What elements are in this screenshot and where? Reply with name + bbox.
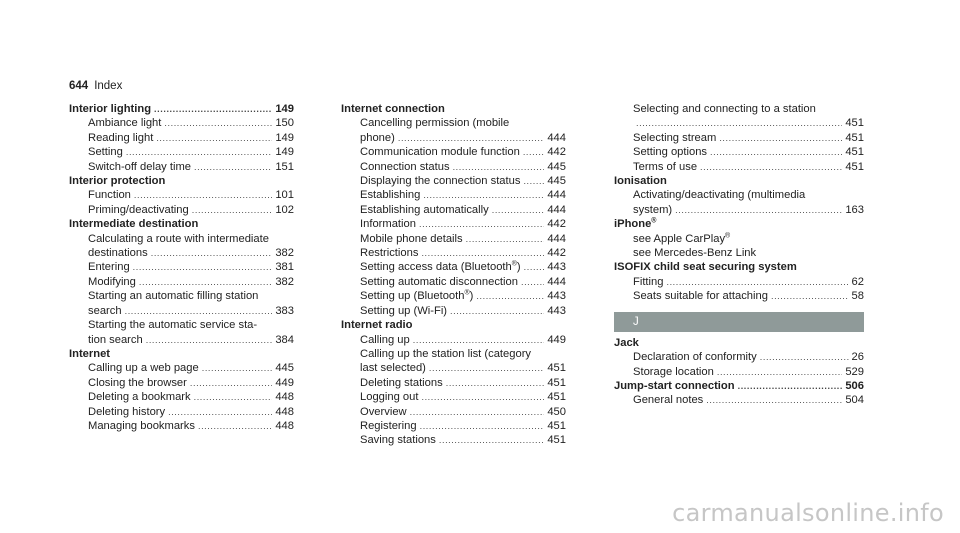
page-reference[interactable]: 449 — [547, 333, 566, 346]
leader-dots — [523, 174, 544, 188]
leader-dots — [164, 116, 272, 130]
leader-dots — [636, 116, 842, 130]
index-entry: Jack — [614, 336, 639, 349]
entry-label: last selected) — [360, 362, 426, 375]
page-reference[interactable]: 381 — [275, 261, 294, 274]
entry-label: Selecting stream — [633, 131, 717, 144]
index-subentry — [341, 232, 566, 246]
index-column-3 — [614, 102, 864, 408]
index-subentry — [341, 304, 566, 318]
entry-label: tion search — [88, 333, 143, 346]
leader-dots — [202, 361, 273, 375]
entry-label: destinations — [88, 247, 148, 260]
leader-dots — [700, 160, 842, 174]
page-reference[interactable]: 443 — [547, 304, 566, 317]
index-column-2 — [341, 102, 566, 448]
entry-label: search — [88, 304, 122, 317]
index-subentry — [614, 203, 864, 217]
page-reference[interactable]: 383 — [275, 304, 294, 317]
entry-label: Restrictions — [360, 247, 419, 260]
entry-label: Jump-start connection — [614, 379, 735, 392]
page-reference[interactable]: 449 — [275, 376, 294, 389]
entry-label: Establishing automatically — [360, 203, 489, 216]
leader-dots — [154, 102, 272, 116]
index-subentry — [341, 289, 566, 303]
entry-label: Deleting history — [88, 405, 166, 418]
index-subentry: Cancelling permission (mobile — [360, 117, 510, 130]
index-subentry — [341, 390, 566, 404]
leader-dots — [419, 217, 544, 231]
page-reference[interactable]: 149 — [275, 146, 294, 159]
entry-label: Setting up (Wi-Fi) — [360, 304, 448, 317]
leader-dots — [194, 390, 273, 404]
leader-dots — [771, 289, 849, 303]
index-subentry — [69, 203, 294, 217]
index-subentry — [69, 390, 294, 404]
page-reference[interactable]: 382 — [275, 247, 294, 260]
entry-label: Deleting a bookmark — [88, 391, 191, 404]
leader-dots — [719, 131, 842, 145]
page-reference[interactable]: 529 — [845, 365, 864, 378]
page-reference[interactable]: 451 — [547, 376, 566, 389]
index-subentry — [69, 361, 294, 375]
leader-dots — [423, 188, 544, 202]
index-subentry: Calling up the station list (category — [360, 347, 532, 360]
index-subentry: Selecting and connecting to a station — [633, 103, 816, 115]
page-reference[interactable]: 451 — [845, 131, 864, 144]
entry-label: Priming/deactivating — [88, 203, 189, 216]
leader-dots — [156, 131, 272, 145]
index-subentry — [614, 350, 864, 364]
page-reference[interactable]: 58 — [851, 290, 864, 303]
index-entry: ISOFIX child seat securing system — [614, 261, 797, 274]
entry-label: Registering — [360, 419, 417, 432]
page-reference[interactable]: 442 — [547, 247, 566, 260]
index-subentry — [69, 145, 294, 159]
page-reference[interactable]: 442 — [547, 218, 566, 231]
leader-dots — [168, 405, 272, 419]
page-reference[interactable]: 451 — [547, 434, 566, 447]
entry-label: Calling up a web page — [88, 362, 199, 375]
entry-label: General notes — [633, 394, 704, 407]
entry-label: Saving stations — [360, 434, 436, 447]
page-reference[interactable]: 444 — [547, 131, 566, 144]
leader-dots — [410, 405, 545, 419]
watermark: carmanualsonline.info — [672, 499, 944, 527]
index-column-1 — [69, 102, 294, 433]
leader-dots — [146, 333, 273, 347]
leader-dots — [523, 145, 545, 159]
page-reference[interactable]: 151 — [275, 160, 294, 173]
index-entry: Internet connection — [341, 103, 445, 115]
entry-label: Information — [360, 218, 416, 231]
entry-label: Closing the browser — [88, 376, 187, 389]
page-reference[interactable]: 450 — [547, 405, 566, 418]
entry-label: Setting access data (Bluetooth®) — [360, 260, 521, 274]
leader-dots — [190, 376, 272, 390]
entry-label: Managing bookmarks — [88, 419, 195, 432]
index-subentry — [341, 217, 566, 231]
page-reference[interactable]: 444 — [547, 275, 566, 288]
leader-dots — [675, 203, 842, 217]
index-subentry — [341, 419, 566, 433]
leader-dots — [524, 260, 545, 274]
leader-dots — [133, 260, 273, 274]
page-reference[interactable]: 451 — [547, 419, 566, 432]
entry-label: Setting — [88, 146, 123, 159]
page-reference[interactable]: 384 — [275, 333, 294, 346]
page-reference[interactable]: 443 — [547, 290, 566, 303]
leader-dots — [125, 304, 273, 318]
index-subentry — [341, 203, 566, 217]
entry-label: Function — [88, 189, 131, 202]
index-subentry — [614, 365, 864, 379]
page-reference[interactable]: 163 — [845, 203, 864, 216]
index-subentry — [341, 260, 566, 274]
page-reference[interactable]: 444 — [547, 232, 566, 245]
page-reference[interactable]: 444 — [547, 189, 566, 202]
index-entry: Internet — [69, 347, 111, 360]
index-subentry — [341, 405, 566, 419]
page-reference[interactable]: 149 — [275, 131, 294, 144]
index-subentry — [341, 361, 566, 375]
index-subentry — [69, 376, 294, 390]
index-subentry — [341, 160, 566, 174]
page-header — [69, 80, 122, 92]
index-subentry — [341, 188, 566, 202]
entry-label: Fitting — [633, 275, 664, 288]
page-reference[interactable]: 442 — [547, 146, 566, 159]
leader-dots — [446, 376, 545, 390]
page-reference[interactable]: 150 — [275, 117, 294, 130]
index-subentry — [341, 333, 566, 347]
entry-label: Terms of use — [633, 160, 698, 173]
page-reference[interactable]: 448 — [275, 419, 294, 432]
index-entry: Ionisation — [614, 175, 667, 188]
leader-dots — [413, 333, 545, 347]
index-entry: Internet radio — [341, 319, 413, 332]
leader-dots — [126, 145, 272, 159]
index-subentry — [69, 405, 294, 419]
page-reference[interactable]: 451 — [845, 160, 864, 173]
page-reference[interactable]: 451 — [547, 391, 566, 404]
entry-label: Logging out — [360, 391, 419, 404]
index-entry — [614, 379, 864, 393]
page-reference[interactable]: 62 — [851, 275, 864, 288]
entry-label: Seats suitable for attaching — [633, 290, 768, 303]
index-subentry: see Mercedes-Benz Link — [633, 247, 757, 260]
entry-label: Setting automatic disconnection — [360, 275, 518, 288]
index-subentry: Starting the automatic service sta- — [88, 319, 258, 332]
index-subentry — [341, 433, 566, 447]
entry-label: Communication module function — [360, 146, 520, 159]
index-subentry: see Apple CarPlay® — [633, 231, 731, 245]
entry-label: Overview — [360, 405, 407, 418]
leader-dots — [198, 419, 272, 433]
index-subentry — [69, 131, 294, 145]
index-subentry — [341, 174, 566, 188]
entry-label: system) — [633, 203, 673, 216]
leader-dots — [421, 390, 544, 404]
index-subentry — [341, 131, 566, 145]
leader-dots — [738, 379, 843, 393]
page-reference[interactable]: 451 — [547, 362, 566, 375]
leader-dots — [398, 131, 544, 145]
index-subentry — [69, 419, 294, 433]
entry-label: Connection status — [360, 160, 450, 173]
entry-label: phone) — [360, 131, 395, 144]
index-subentry — [614, 289, 864, 303]
entry-label: Calling up — [360, 333, 410, 346]
index-subentry — [69, 246, 294, 260]
index-subentry — [614, 160, 864, 174]
leader-dots — [476, 289, 544, 303]
index-entry — [69, 102, 294, 116]
page-reference[interactable]: 26 — [851, 351, 864, 364]
leader-dots — [450, 304, 544, 318]
entry-label: Interior lighting — [69, 103, 152, 115]
index-subentry — [614, 393, 864, 407]
page-reference[interactable]: 382 — [275, 275, 294, 288]
leader-dots — [439, 433, 544, 447]
index-subentry — [341, 246, 566, 260]
section-title: Index — [94, 80, 123, 92]
index-subentry — [69, 188, 294, 202]
index-subentry — [69, 275, 294, 289]
leader-dots — [717, 365, 842, 379]
entry-label: Modifying — [88, 275, 136, 288]
entry-label: Setting up (Bluetooth®) — [360, 289, 474, 303]
index-subentry — [614, 145, 864, 159]
leader-dots — [134, 188, 272, 202]
index-subentry — [341, 376, 566, 390]
leader-dots — [429, 361, 544, 375]
index-entry: iPhone® — [614, 217, 657, 231]
entry-label: Displaying the connection status — [360, 175, 521, 188]
entry-label: Setting options — [633, 146, 708, 159]
leader-dots — [466, 232, 545, 246]
index-entry: Interior protection — [69, 175, 166, 188]
index-subentry: Activating/deactivating (multimedia — [633, 189, 806, 202]
entry-label: Reading light — [88, 131, 154, 144]
entry-label: Declaration of conformity — [633, 351, 757, 364]
leader-dots — [521, 275, 544, 289]
page-reference[interactable]: 451 — [845, 146, 864, 159]
leader-dots — [151, 246, 273, 260]
page-reference[interactable]: 443 — [547, 261, 566, 274]
leader-dots — [139, 275, 272, 289]
entry-label: Switch-off delay time — [88, 160, 192, 173]
page-number: 644 — [69, 80, 89, 92]
index-subentry — [69, 333, 294, 347]
index-subentry — [69, 304, 294, 318]
entry-label: Establishing — [360, 189, 421, 202]
leader-dots — [666, 275, 848, 289]
index-subentry — [614, 275, 864, 289]
leader-dots — [421, 246, 544, 260]
index-subentry — [69, 160, 294, 174]
page-reference[interactable]: 444 — [547, 203, 566, 216]
index-subentry: Calculating a route with intermediate — [88, 232, 269, 245]
leader-dots — [710, 145, 842, 159]
entry-label: Storage location — [633, 365, 714, 378]
leader-dots — [706, 393, 842, 407]
page-reference[interactable]: 504 — [845, 394, 864, 407]
entry-label: Mobile phone details — [360, 232, 463, 245]
page-reference[interactable]: 445 — [547, 160, 566, 173]
index-subentry — [614, 131, 864, 145]
page-reference[interactable]: 506 — [845, 379, 864, 392]
page-reference[interactable]: 445 — [275, 362, 294, 375]
index-entry: Intermediate destination — [69, 218, 199, 231]
page-reference[interactable]: 445 — [547, 175, 566, 188]
entry-label: Deleting stations — [360, 376, 443, 389]
page-reference[interactable]: 101 — [275, 189, 294, 202]
index-subentry — [341, 145, 566, 159]
page-reference[interactable]: 102 — [275, 203, 294, 216]
index-subentry — [341, 275, 566, 289]
index-subentry — [69, 260, 294, 274]
leader-dots — [760, 350, 849, 364]
index-letter-heading: J — [614, 312, 864, 332]
leader-dots — [194, 160, 272, 174]
leader-dots — [420, 419, 545, 433]
entry-label: Entering — [88, 261, 130, 274]
page-reference[interactable]: 149 — [275, 103, 294, 115]
page-reference[interactable]: 448 — [275, 405, 294, 418]
leader-dots — [492, 203, 545, 217]
leader-dots — [192, 203, 273, 217]
page-reference[interactable]: 448 — [275, 391, 294, 404]
entry-label: Ambiance light — [88, 117, 162, 130]
index-subentry — [614, 116, 864, 130]
index-subentry — [69, 116, 294, 130]
index-subentry: Starting an automatic filling station — [88, 290, 259, 303]
leader-dots — [453, 160, 545, 174]
page-reference[interactable]: 451 — [845, 117, 864, 130]
